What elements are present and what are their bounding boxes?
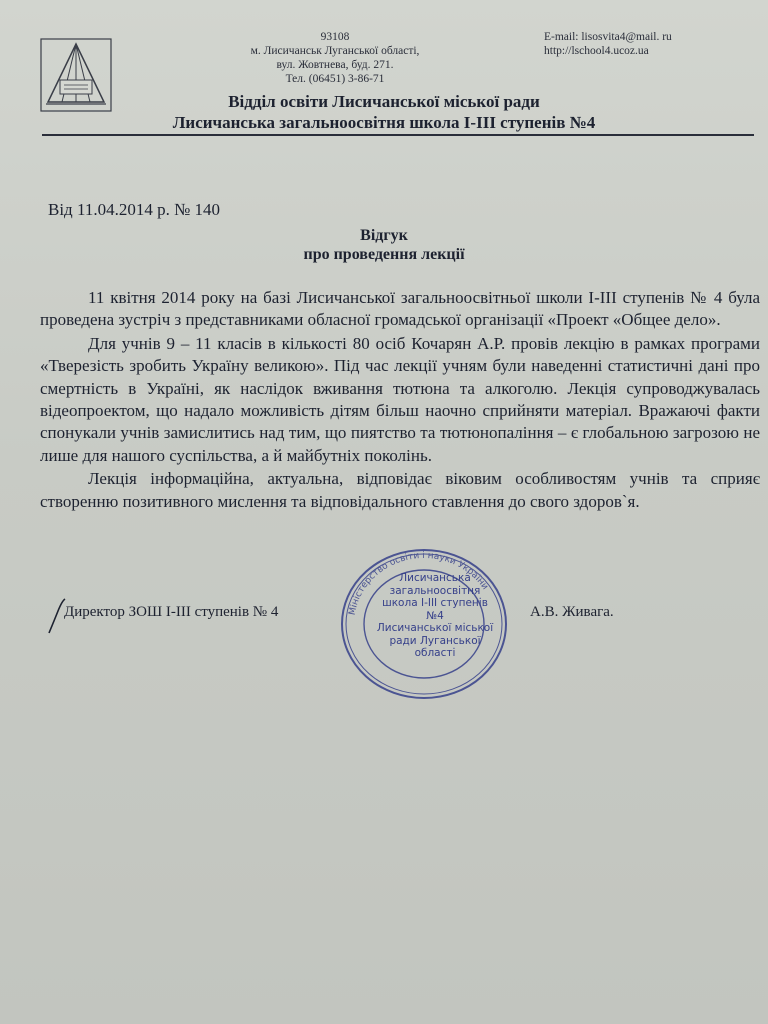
header-divider: [42, 134, 754, 136]
website: http://lschool4.ucoz.ua: [544, 45, 649, 57]
city: м. Лисичанськ Луганської області,: [250, 45, 420, 57]
document-body: [40, 287, 760, 513]
street: вул. Жовтнева, буд. 271.: [276, 59, 394, 71]
contact-block: [544, 30, 672, 58]
org-line-2: Лисичанська загальноосвітня школа І-ІІІ ступенів №4: [172, 113, 596, 132]
stamp-inner-text: Лисичанська загальноосвітня школа І-ІІІ ступенів №4 Лисичанської міської ради Луганської області: [376, 572, 494, 659]
paragraph-3: Лекція інформаційна, актуальна, відповідає віковим особливостям учнів та сприяє створенню позитивного мислення та відповідального ставлення до свого здоров`я.: [40, 469, 760, 511]
document-title: Відгук: [360, 227, 408, 244]
signer-name: А.В. Живага.: [530, 604, 614, 620]
paragraph-1: 11 квітня 2014 року на базі Лисичанської загальноосвітньої школи І-ІІІ ступенів № 4 була проведена зустріч з представниками обласної громадської організації «Проект «Общее дело».: [40, 288, 760, 330]
signer-title: Директор ЗОШ І-ІІІ ступенів № 4: [64, 604, 279, 620]
stamp-ring-text: Міністерство освіти і науки України: [347, 550, 490, 617]
date-reference: Від 11.04.2014 р. № 140: [48, 200, 221, 219]
address-block: [230, 30, 440, 86]
paragraph-2: Для учнів 9 – 11 класів в кількості 80 осіб Кочарян А.Р. провів лекцію в рамках програми «Тверезість зробить Україну великою». Під час лекції учням були наведенні статистичні дані про смертність в Україні, як наслідок вживання тютюна та алкоголю. Лекція супроводжувалась відеопроектом, що надало можливість дітям більш наочно сприйняти матеріал. Вражаючі факти спонукали учнів замислитись над тим, що пиятство та тютюнопаління – є глобальною загрозою не лише для нашого суспільства, а й майбутніх поколінь.: [40, 333, 760, 465]
org-line-1: Відділ освіти Лисичанської міської ради: [228, 92, 540, 111]
email: E-mail: lisosvita4@mail. ru: [544, 31, 672, 43]
phone: Тел. (06451) 3-86-71: [285, 73, 385, 85]
document-subtitle: про проведення лекції: [303, 246, 465, 263]
postal-code: 93108: [320, 31, 350, 43]
